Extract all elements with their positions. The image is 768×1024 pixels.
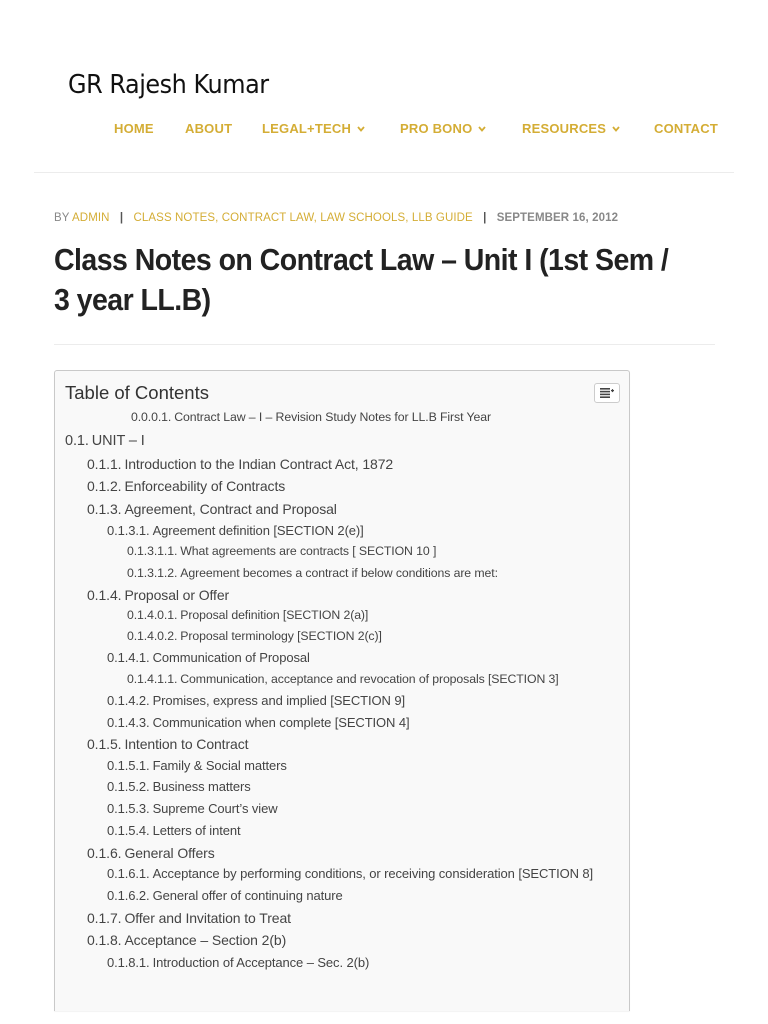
toc-link-number: 0.1.4.0.2. [127, 629, 178, 643]
toc-link-number: 0.1.4. [87, 587, 122, 603]
nav-item-legal-tech[interactable] [262, 121, 365, 136]
toc-link[interactable] [107, 888, 343, 903]
meta-separator: | [483, 212, 487, 224]
toc-link-number: 0.1.4.3. [107, 715, 150, 730]
toc-link-number: 0.1.5.2. [107, 779, 150, 794]
toc-link-number: 0.1.5. [87, 736, 122, 752]
nav-item-home[interactable] [114, 121, 154, 136]
toc-link-number: 0.1.5.4. [107, 823, 150, 838]
toc-link[interactable] [107, 650, 310, 665]
toc-link-text: Communication of Proposal [152, 650, 310, 665]
toc-link-text: General offer of continuing nature [152, 888, 343, 903]
table-of-contents [54, 370, 630, 1011]
toc-link-text: Family & Social matters [152, 758, 287, 773]
toc-link-number: 0.1.5.3. [107, 801, 150, 816]
toc-title: Table of Contents [65, 382, 209, 403]
toc-link-text: Acceptance by performing conditions, or receiving consideration [SECTION 8] [152, 866, 594, 881]
header-divider [34, 172, 734, 173]
nav-item-contact[interactable] [654, 121, 718, 136]
toc-toggle-button[interactable] [594, 383, 620, 403]
toc-link[interactable] [127, 566, 498, 580]
toc-link[interactable] [65, 433, 145, 449]
toc-link-text: What agreements are contracts [ SECTION 10 ] [180, 544, 437, 558]
toc-link-number: 0.1.3.1.2. [127, 566, 178, 580]
site-title[interactable]: GR Rajesh Kumar [68, 70, 269, 100]
toc-link[interactable] [107, 758, 287, 773]
toc-link-number: 0.1.3.1. [107, 523, 150, 538]
toc-link-number: 0.1.5.1. [107, 758, 150, 773]
toc-link[interactable] [127, 544, 436, 558]
categories-links[interactable]: CLASS NOTES, CONTRACT LAW, LAW SCHOOLS, LLB GUIDE [133, 212, 473, 224]
toc-link-number: 0.1.6. [87, 845, 122, 861]
toc-link-number: 0.1.4.1.1. [127, 672, 178, 686]
by-label: BY [54, 212, 70, 224]
toc-link-text: Proposal definition [SECTION 2(a)] [180, 608, 369, 622]
toc-link-text: Agreement definition [SECTION 2(e)] [152, 523, 364, 538]
toc-link-text: Offer and Invitation to Treat [124, 910, 291, 926]
title-divider [54, 344, 715, 345]
toc-link-number: 0.1.4.0.1. [127, 608, 178, 622]
toc-link-text: Introduction to the Indian Contract Act, 1872 [124, 456, 394, 472]
toc-link-text: Enforceability of Contracts [124, 478, 286, 494]
toc-link[interactable] [127, 672, 559, 686]
toc-link[interactable] [107, 523, 364, 538]
toc-link[interactable] [87, 910, 291, 926]
toc-link[interactable] [107, 801, 278, 816]
nav-item-label: RESOURCES [522, 121, 607, 136]
toc-link-number: 0.1.7. [87, 910, 122, 926]
toc-link[interactable] [87, 478, 285, 494]
toc-link-text: Contract Law – I – Revision Study Notes for LL.B First Year [174, 410, 491, 424]
chevron-down-icon [478, 124, 486, 135]
nav-item-pro-bono[interactable] [400, 121, 486, 136]
toc-link-text: UNIT – I [91, 433, 145, 449]
toc-link-number: 0.1.6.1. [107, 866, 150, 881]
toc-link-number: 0.1.8. [87, 932, 122, 948]
toc-link-text: Business matters [152, 779, 251, 794]
toc-link-text: Communication when complete [SECTION 4] [152, 715, 410, 730]
post-date: SEPTEMBER 16, 2012 [496, 212, 619, 224]
toc-link-text: Supreme Court’s view [152, 801, 278, 816]
toc-link-text: Introduction of Acceptance – Sec. 2(b) [152, 955, 370, 970]
toc-link-text: Agreement becomes a contract if below conditions are met: [180, 566, 498, 580]
post-title: Class Notes on Contract Law – Unit I (1st Sem / 3 year LL.B) [54, 242, 669, 317]
toc-link[interactable] [87, 932, 286, 948]
toc-link[interactable] [107, 779, 251, 794]
nav-item-label: CONTACT [654, 121, 718, 136]
toc-link[interactable] [87, 456, 393, 472]
nav-item-label: ABOUT [185, 121, 233, 136]
toc-link-text: Proposal terminology [SECTION 2(c)] [180, 629, 382, 643]
toc-link[interactable] [87, 501, 337, 517]
toc-link[interactable] [107, 715, 410, 730]
toc-link-number: 0.1.4.1. [107, 650, 150, 665]
toc-link-text: Agreement, Contract and Proposal [124, 501, 337, 517]
toc-link-number: 0.1.2. [87, 478, 122, 494]
toc-link[interactable] [127, 608, 368, 622]
post-meta [54, 212, 618, 224]
toc-link-number: 0.1.6.2. [107, 888, 150, 903]
nav-item-resources[interactable] [522, 121, 620, 136]
toc-link-text: Proposal or Offer [124, 587, 230, 603]
toc-link-text: General Offers [124, 845, 215, 861]
toc-link[interactable] [87, 587, 229, 603]
toc-link[interactable] [87, 736, 248, 752]
toc-link-text: Promises, express and implied [SECTION 9] [152, 693, 405, 708]
nav-item-label: LEGAL+TECH [262, 121, 352, 136]
toc-link-text: Letters of intent [152, 823, 241, 838]
toc-link[interactable] [131, 410, 491, 424]
main-nav [0, 121, 768, 137]
chevron-down-icon [357, 124, 365, 135]
toc-link[interactable] [107, 823, 241, 838]
toc-link-number: 0.1.8.1. [107, 955, 150, 970]
toc-link[interactable] [127, 629, 382, 643]
toc-link[interactable] [107, 693, 405, 708]
toc-link-number: 0.1.1. [87, 456, 122, 472]
toc-link[interactable] [87, 845, 215, 861]
list-toggle-icon [600, 388, 614, 398]
toc-link[interactable] [107, 955, 369, 970]
toc-link-text: Acceptance – Section 2(b) [124, 932, 287, 948]
toc-link-number: 0.1.4.2. [107, 693, 150, 708]
toc-link-text: Communication, acceptance and revocation of proposals [SECTION 3] [180, 672, 559, 686]
meta-separator: | [119, 212, 124, 224]
toc-link-text: Intention to Contract [124, 736, 249, 752]
nav-item-label: HOME [114, 121, 154, 136]
author-link[interactable]: ADMIN [72, 212, 110, 224]
nav-item-label: PRO BONO [400, 121, 473, 136]
toc-link-number: 0.1. [65, 433, 89, 449]
nav-item-about[interactable] [185, 121, 232, 136]
toc-link-number: 0.0.0.1. [131, 410, 172, 424]
toc-link-number: 0.1.3.1.1. [127, 544, 178, 558]
toc-link[interactable] [107, 866, 593, 881]
toc-link-number: 0.1.3. [87, 501, 122, 517]
chevron-down-icon [612, 124, 620, 135]
